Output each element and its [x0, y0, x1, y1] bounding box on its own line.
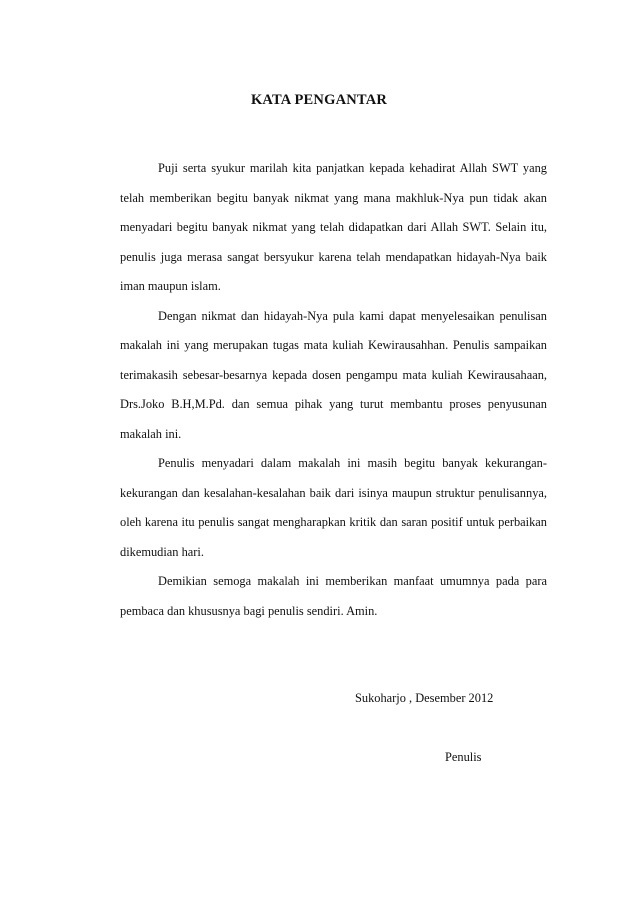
- signer-label: Penulis: [445, 750, 482, 764]
- paragraph-4: Demikian semoga makalah ini memberikan manfaat umumnya pada para pembaca dan khususnya bagi penulis sendiri. Amin.: [120, 574, 547, 618]
- place-and-date: Sukoharjo , Desember 2012: [355, 691, 494, 705]
- page-title: KATA PENGANTAR: [250, 92, 388, 108]
- paragraph-1: Puji serta syukur marilah kita panjatkan kepada kehadirat Allah SWT yang telah memberikan begitu banyak nikmat yang mana makhluk-Nya pun tidak akan menyadari begitu banyak nikmat yang telah didapatkan dari Allah SWT. Selain itu, penulis juga merasa sangat bersyukur karena telah mendapatkan hidayah-Nya baik iman maupun islam.: [120, 161, 547, 293]
- document-body: [120, 154, 547, 626]
- paragraph-2: Dengan nikmat dan hidayah-Nya pula kami dapat menyelesaikan penulisan makalah ini yang merupakan tugas mata kuliah Kewirausahhan. Penulis sampaikan terimakasih sebesar-besarnya kepada dosen pengampu mata kuliah Kewirausahaan, Drs.Joko B.H,M.Pd. dan semua pihak yang turut membantu proses penyusunan makalah ini.: [120, 308, 547, 441]
- paragraph-3: Penulis menyadari dalam makalah ini masih begitu banyak kekurangan-kekurangan dan kesalahan-kesalahan baik dari isinya maupun struktur penulisannya, oleh karena itu penulis sangat mengharapkan kritik dan saran positif untuk perbaikan dikemudian hari.: [120, 456, 547, 559]
